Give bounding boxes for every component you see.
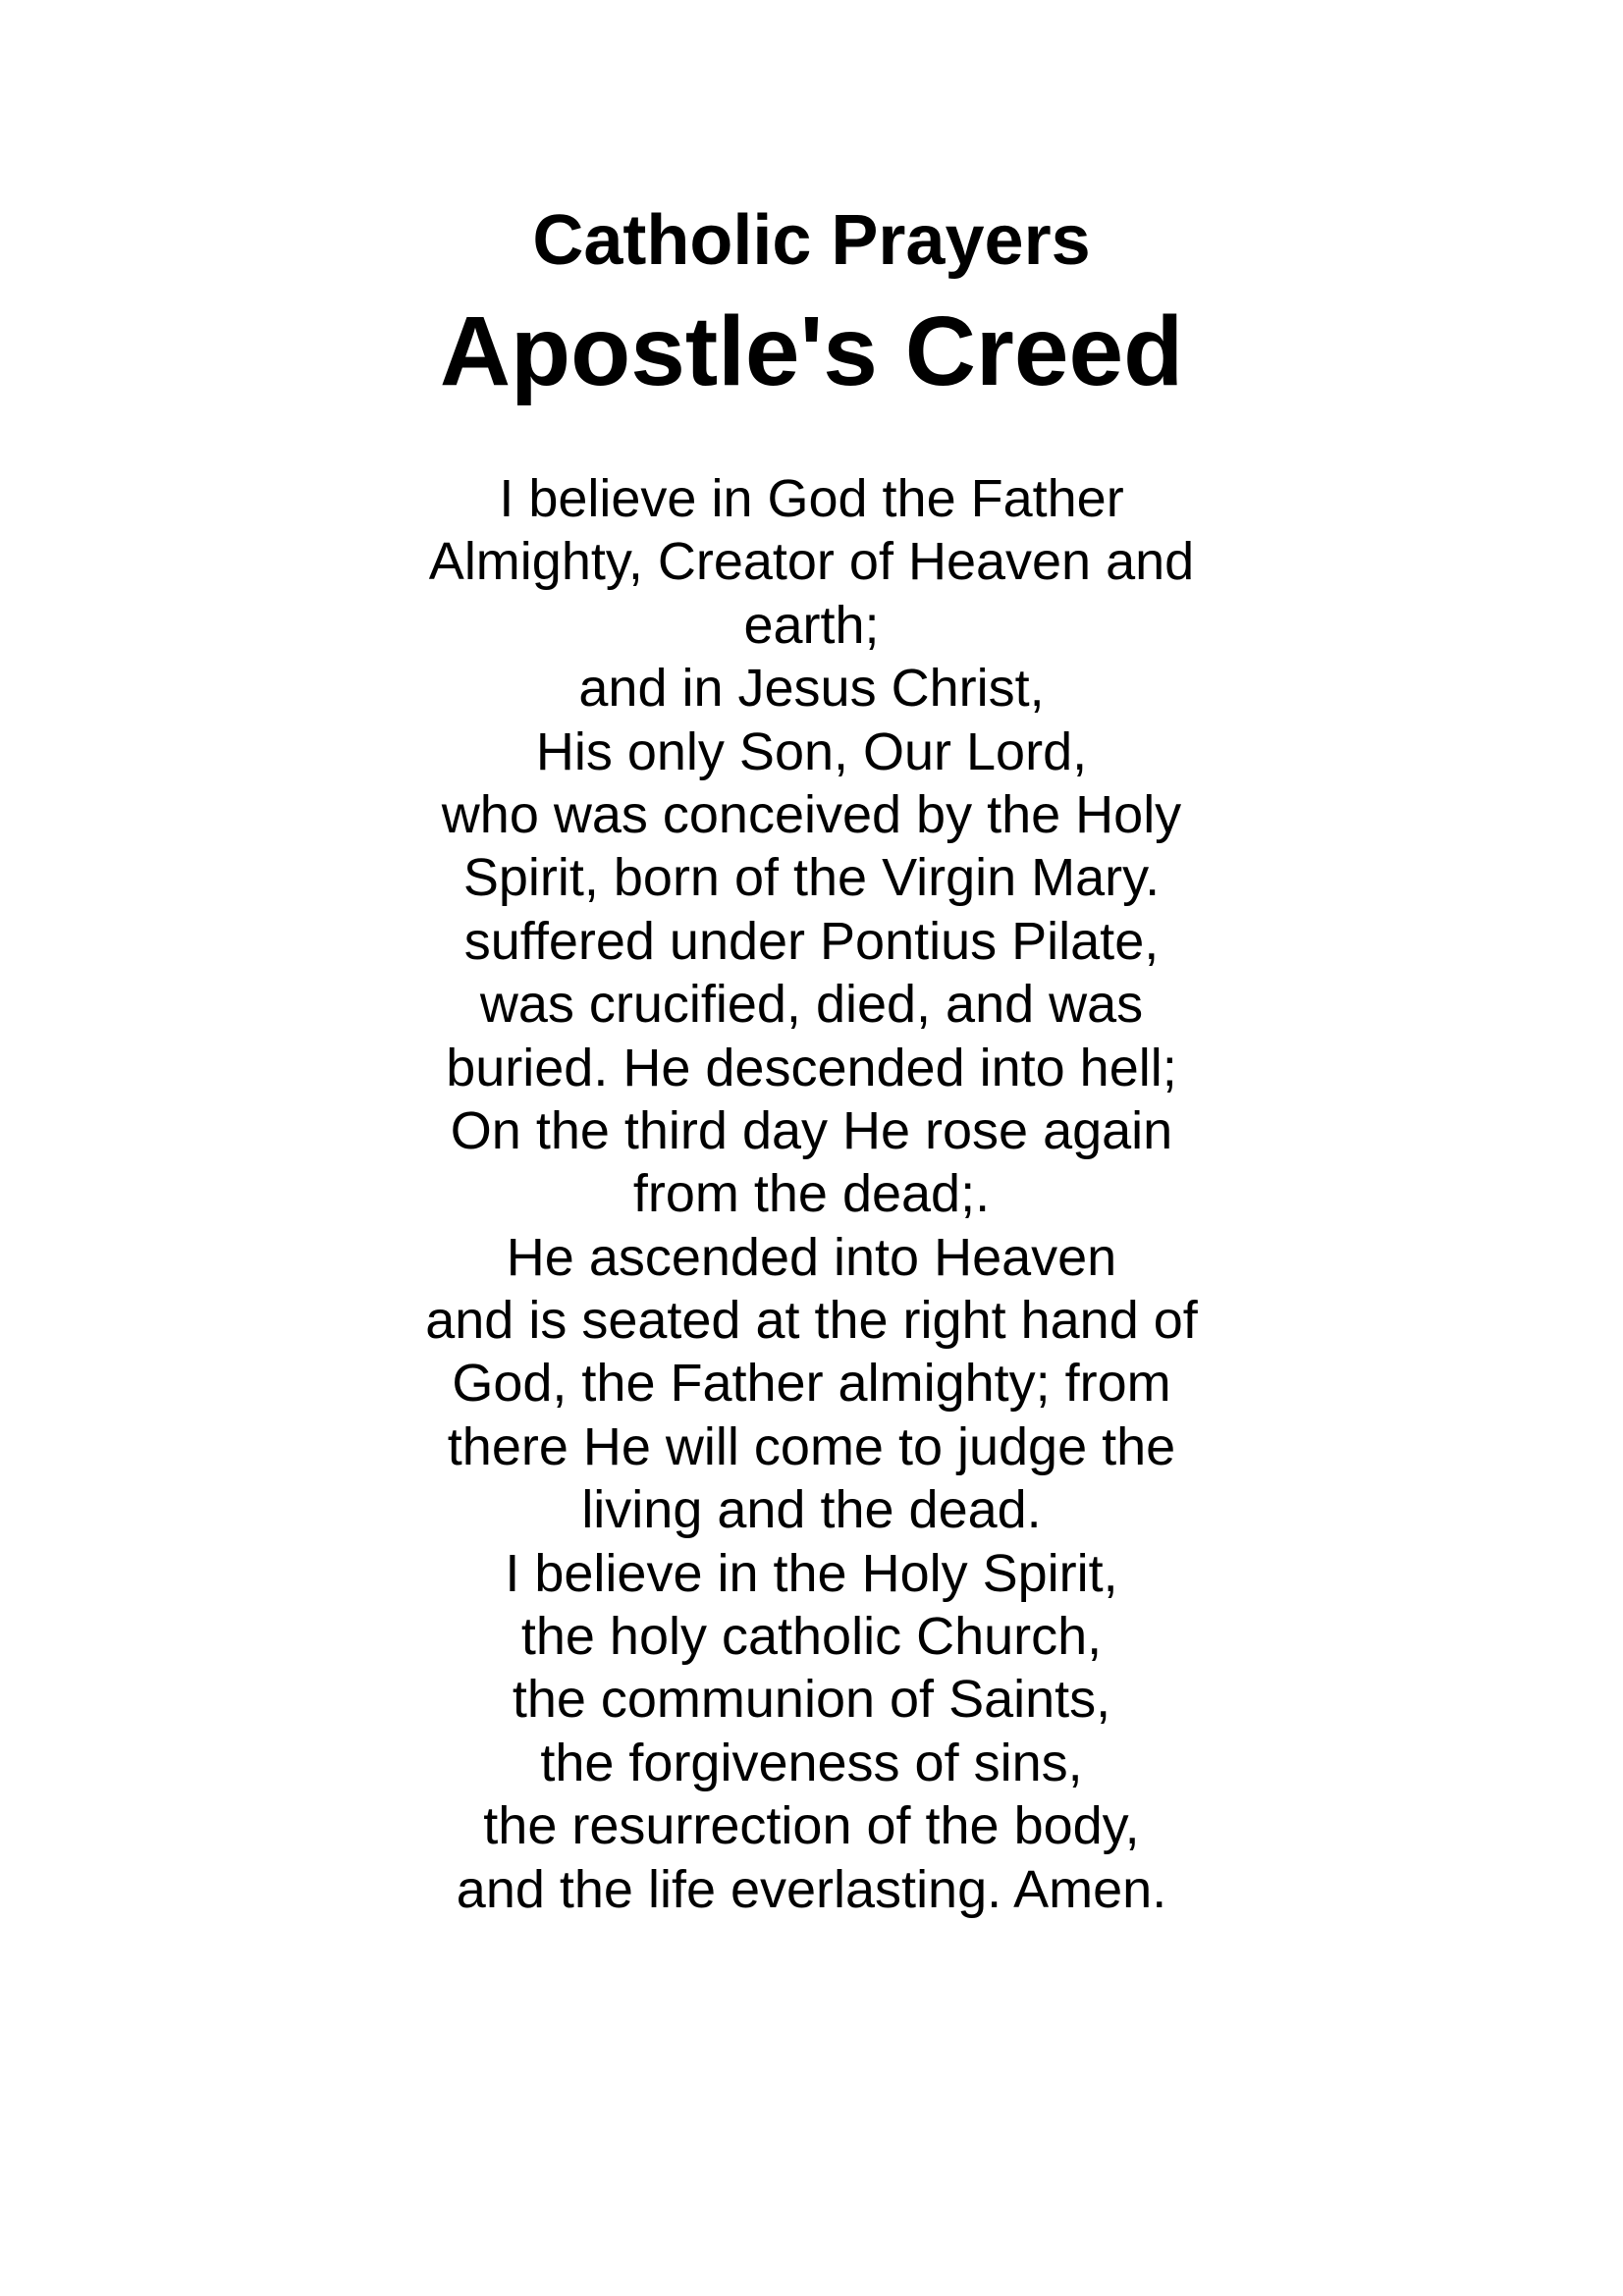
prayer-line: the resurrection of the body, [483,1796,1140,1856]
prayer-line: and the life everlasting. Amen. [456,1859,1167,1919]
document-title: Apostle's Creed [439,296,1184,406]
prayer-line: I believe in God the Father [499,469,1124,528]
prayer-line: the holy catholic Church, [520,1607,1103,1667]
prayer-line: the forgiveness of sins, [540,1733,1083,1792]
prayer-line: suffered under Pontius Pilate, [463,911,1160,971]
prayer-line: His only Son, Our Lord, [535,721,1088,781]
prayer-line: buried. He descended into hell; [446,1038,1177,1097]
prayer-line: and is seated at the right hand of [425,1291,1198,1351]
prayer-line: who was conceived by the Holy [441,784,1182,844]
prayer-line: I believe in the Holy Spirit, [505,1543,1118,1603]
prayer-line: there He will come to judge the [447,1416,1176,1476]
prayer-line: On the third day He rose again [450,1100,1173,1160]
prayer-line: living and the dead. [581,1480,1042,1540]
prayer-line: and in Jesus Christ, [578,659,1045,719]
prayer-line: was crucified, died, and was [479,975,1144,1035]
prayer-line: from the dead;. [632,1164,991,1224]
prayer-line: Spirit, born of the Virgin Mary. [462,848,1161,908]
prayer-line: Almighty, Creator of Heaven and [428,532,1195,592]
prayer-line: the communion of Saints, [512,1670,1111,1730]
prayer-line: earth; [743,595,880,655]
prayer-line: God, the Father almighty; from [452,1354,1171,1414]
document-subtitle: Catholic Prayers [532,201,1091,280]
prayer-text [0,467,1623,1921]
prayer-line: He ascended into Heaven [506,1227,1117,1287]
